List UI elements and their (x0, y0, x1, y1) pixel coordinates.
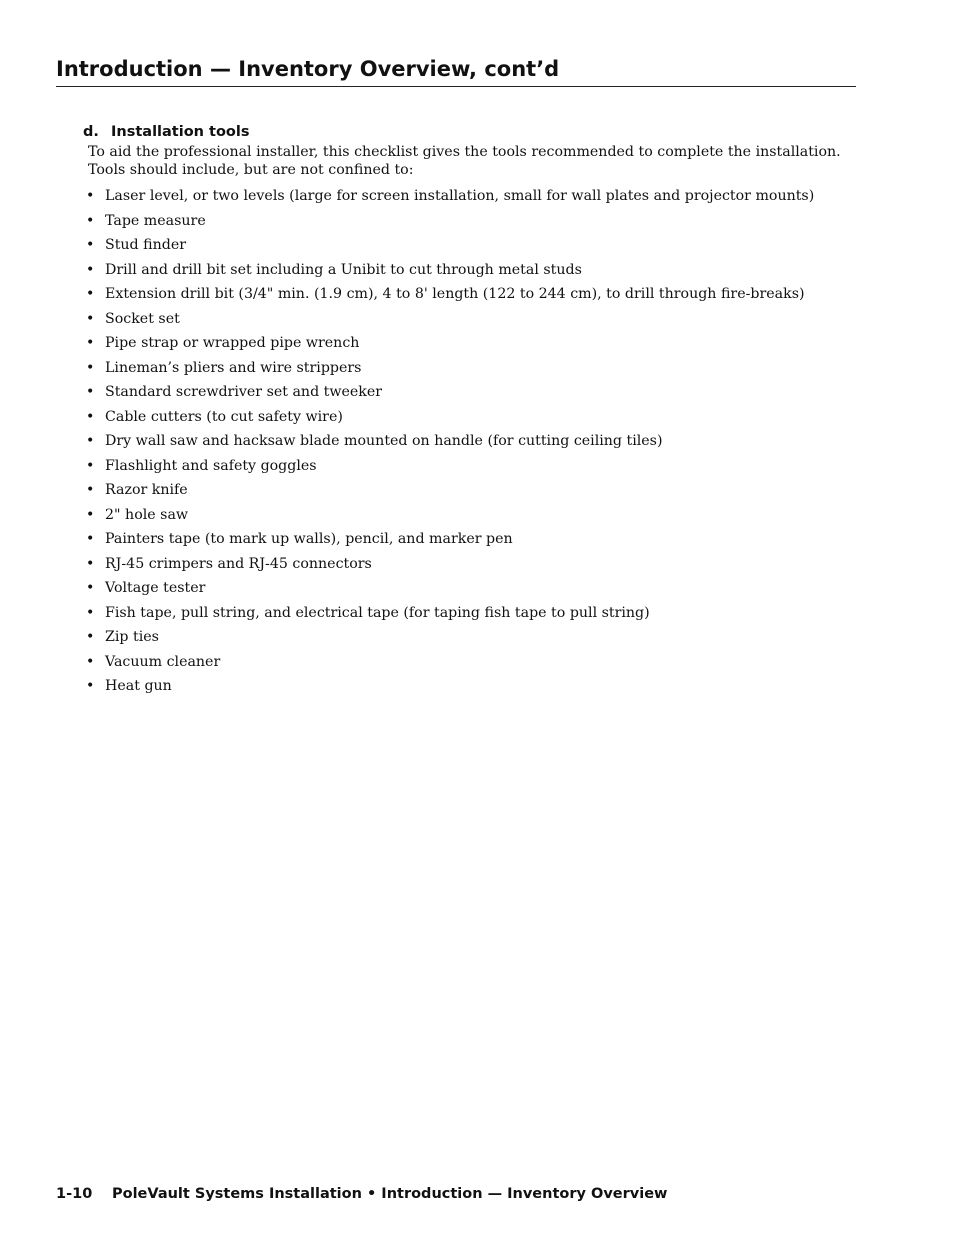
section-heading (83, 123, 843, 141)
list-item (83, 209, 843, 234)
page-title: Introduction — Inventory Overview, cont’d (56, 57, 560, 81)
list-item-text: Painters tape (to mark up walls), pencil, and marker pen (105, 531, 513, 547)
bullet-icon: • (86, 286, 95, 302)
bullet-icon: • (86, 629, 95, 645)
bullet-icon: • (86, 261, 95, 278)
list-item (83, 527, 843, 552)
list-item-text: Cable cutters (to cut safety wire) (105, 408, 343, 425)
list-item-text: Extension drill bit (3/4" min. (1.9 cm), 4 to 8' length (122 to 244 cm), to drill through fire-breaks) (105, 286, 805, 302)
list-item (83, 576, 843, 601)
list-item-text: Standard screwdriver set and tweeker (105, 384, 383, 400)
list-item (83, 552, 843, 577)
bullet-icon: • (86, 408, 95, 425)
list-item (83, 650, 843, 675)
bullet-icon: • (86, 359, 95, 376)
list-item-text: Tape measure (105, 212, 206, 229)
page-number: 1-10 (56, 1186, 93, 1202)
list-item-text: Heat gun (105, 678, 172, 694)
list-item (83, 478, 843, 503)
list-item (83, 503, 843, 528)
bullet-icon: • (86, 678, 95, 694)
list-item-text: Dry wall saw and hacksaw blade mounted on handle (for cutting ceiling tiles) (105, 433, 663, 449)
tool-list (83, 184, 843, 699)
list-item (83, 233, 843, 258)
list-item (83, 625, 843, 650)
page-header (56, 54, 856, 87)
list-item-text: Laser level, or two levels (large for screen installation, small for wall plates and projector mounts) (105, 188, 815, 204)
list-item-text: Lineman’s pliers and wire strippers (105, 359, 362, 376)
list-item (83, 184, 843, 209)
list-item (83, 429, 843, 454)
installation-tools-section (83, 123, 843, 699)
list-item (83, 356, 843, 381)
bullet-icon: • (86, 237, 95, 253)
list-item (83, 380, 843, 405)
list-item (83, 258, 843, 283)
bullet-icon: • (86, 335, 95, 351)
list-item-text: 2" hole saw (105, 506, 189, 523)
bullet-icon: • (86, 580, 95, 596)
bullet-icon: • (86, 310, 95, 327)
list-item (83, 331, 843, 356)
list-item-text: Fish tape, pull string, and electrical tape (for taping fish tape to pull string) (105, 604, 650, 621)
intro-line: To aid the professional installer, this checklist gives the tools recommended to complete the installation. (88, 144, 841, 160)
intro-paragraph (88, 144, 843, 179)
list-item-text: Vacuum cleaner (105, 653, 221, 670)
section-letter: d. (83, 124, 99, 140)
bullet-icon: • (86, 482, 95, 498)
bullet-icon: • (86, 506, 95, 523)
intro-line: Tools should include, but are not confined to: (88, 161, 414, 178)
list-item-text: Flashlight and safety goggles (105, 457, 317, 474)
footer-text: PoleVault Systems Installation • Introduction — Inventory Overview (112, 1186, 668, 1202)
list-item-text: Stud finder (105, 237, 187, 253)
list-item (83, 307, 843, 332)
bullet-icon: • (86, 433, 95, 449)
bullet-icon: • (86, 457, 95, 474)
list-item-text: Socket set (105, 310, 180, 327)
list-item (83, 601, 843, 626)
bullet-icon: • (86, 212, 95, 229)
bullet-icon: • (86, 604, 95, 621)
page-footer (56, 1184, 667, 1204)
list-item-text: Drill and drill bit set including a Unibit to cut through metal studs (105, 261, 582, 278)
bullet-icon: • (86, 653, 95, 670)
bullet-icon: • (86, 555, 95, 572)
bullet-icon: • (86, 188, 95, 204)
list-item (83, 454, 843, 479)
bullet-icon: • (86, 384, 95, 400)
list-item-text: Voltage tester (105, 580, 206, 596)
list-item-text: Zip ties (105, 629, 159, 645)
list-item-text: Pipe strap or wrapped pipe wrench (105, 335, 360, 351)
list-item (83, 405, 843, 430)
list-item (83, 674, 843, 699)
list-item-text: Razor knife (105, 482, 188, 498)
list-item-text: RJ-45 crimpers and RJ-45 connectors (105, 555, 372, 572)
list-item (83, 282, 843, 307)
bullet-icon: • (86, 531, 95, 547)
section-heading-text: Installation tools (111, 124, 250, 140)
